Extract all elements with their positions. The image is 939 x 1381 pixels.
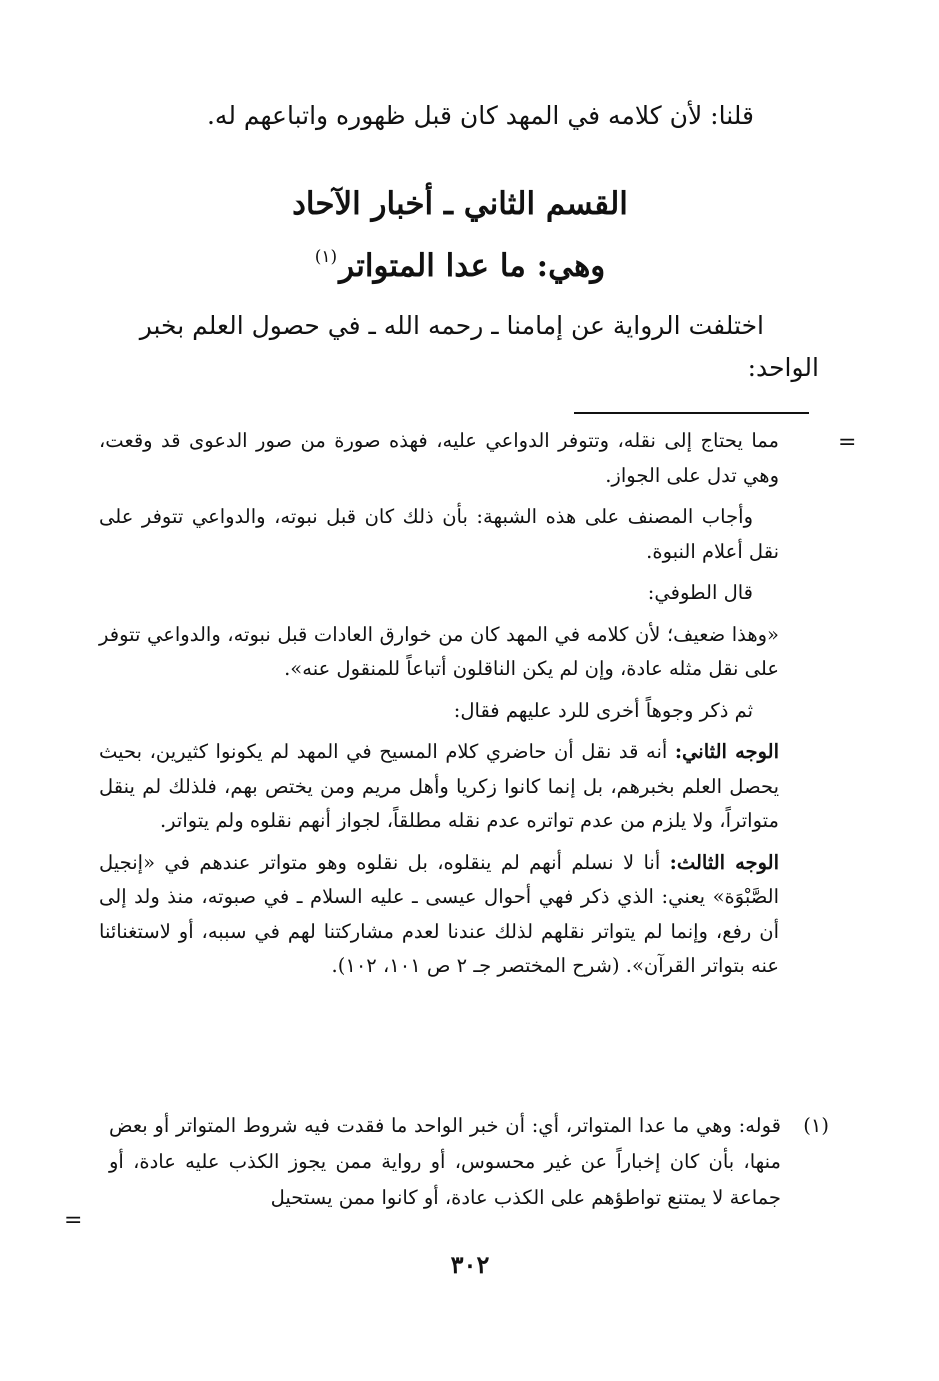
footnote-divider xyxy=(574,412,809,414)
section-title: القسم الثاني ـ أخبار الآحاد xyxy=(292,186,628,222)
third-aspect-paragraph xyxy=(99,846,779,984)
footnote-1-text: قوله: وهي ما عدا المتواتر، أي: أن خبر الواحد ما فقدت فيه شروط المتواتر أو بعض منها، بأن كان إخباراً عن غير محسوس، أو رواية ممن يجوز الكذب عليه عادة، أو جماعة لا يمتنع تواطؤهم على الكذب عادة، أو كانوا ممن يستحيل xyxy=(109,1114,781,1209)
intro-line-1: اختلفت الرواية عن إمامنا ـ رحمه الله ـ في حصول العلم بخبر xyxy=(139,311,764,340)
intro-paragraph xyxy=(99,305,819,389)
second-aspect-text: أنه قد نقل أن حاضري كلام المسيح في المهد لم يكونوا كثيرين، بحيث يحصل العلم بخبرهم، بل إنما كانوا زكريا وأهل مريم ومن يختص بهم، فلذلك لم ينقل متواتراً، ولا يلزم من عدم تواتره عدم نقله مطلقاً، لجواز أنهم نقلوه ولم يتواتر. xyxy=(99,740,779,832)
footnote-1 xyxy=(109,1108,829,1216)
footnote-continuation xyxy=(99,424,779,991)
continuation-mark-bottom: = xyxy=(64,1208,83,1233)
footnote-paragraph: قال الطوفي: xyxy=(647,581,753,604)
top-continuation-line: قلنا: لأن كلامه في المهد كان قبل ظهوره واتباعهم له. xyxy=(206,101,754,130)
third-aspect-label: الوجه الثالث: xyxy=(669,850,780,874)
quotation-paragraph: «وهذا ضعيف؛ لأن كلامه في المهد كان من خوارق العادات قبل نبوته، والدواعي تتوفر على نقل مثله عادة، وإن لم يكن الناقلون أتباعاً للمنقول عنه». xyxy=(99,622,779,680)
second-aspect-label: الوجه الثاني: xyxy=(674,740,780,763)
second-aspect-paragraph xyxy=(99,735,779,839)
footnote-ref-1: (١) xyxy=(314,247,338,267)
footnote-paragraph: مما يحتاج إلى نقله، وتتوفر الدواعي عليه، فهذه صورة من صور الدعوى قد وقعت، وهي تدل على الجواز. xyxy=(99,429,779,487)
section-subtitle-text: وهي: ما عدا المتواتر xyxy=(339,248,606,284)
section-subtitle xyxy=(240,236,680,287)
footnote-1-number: (١) xyxy=(803,1114,829,1137)
third-aspect-text: أنا لا نسلم أنهم لم ينقلوه، بل نقلوه وهو متواتر عندهم في «إنجيل الصَّبْوَة» يعني: الذي ذكر فهي أحوال عيسى ـ عليه السلام ـ في صبوته، منذ ولد إلى أن رفع، وإنما لم يتواتر نقلهم لذلك عندنا لعدم مشاركتنا لهم في سببه، أو لاستغنائنا عنه بتواتر القرآن». (شرح المختصر جـ ٢ ص ١٠١، ١٠٢). xyxy=(99,850,779,977)
page-number: ٣٠٢ xyxy=(450,1250,490,1279)
continuation-mark-top: = xyxy=(838,430,857,455)
footnote-paragraph: وأجاب المصنف على هذه الشبهة: بأن ذلك كان قبل نبوته، والدواعي تتوفر على نقل أعلام النبوة. xyxy=(99,505,779,563)
intro-line-2: الواحد: xyxy=(747,353,819,382)
footnote-paragraph: ثم ذكر وجوهاً أخرى للرد عليهم فقال: xyxy=(453,698,753,722)
